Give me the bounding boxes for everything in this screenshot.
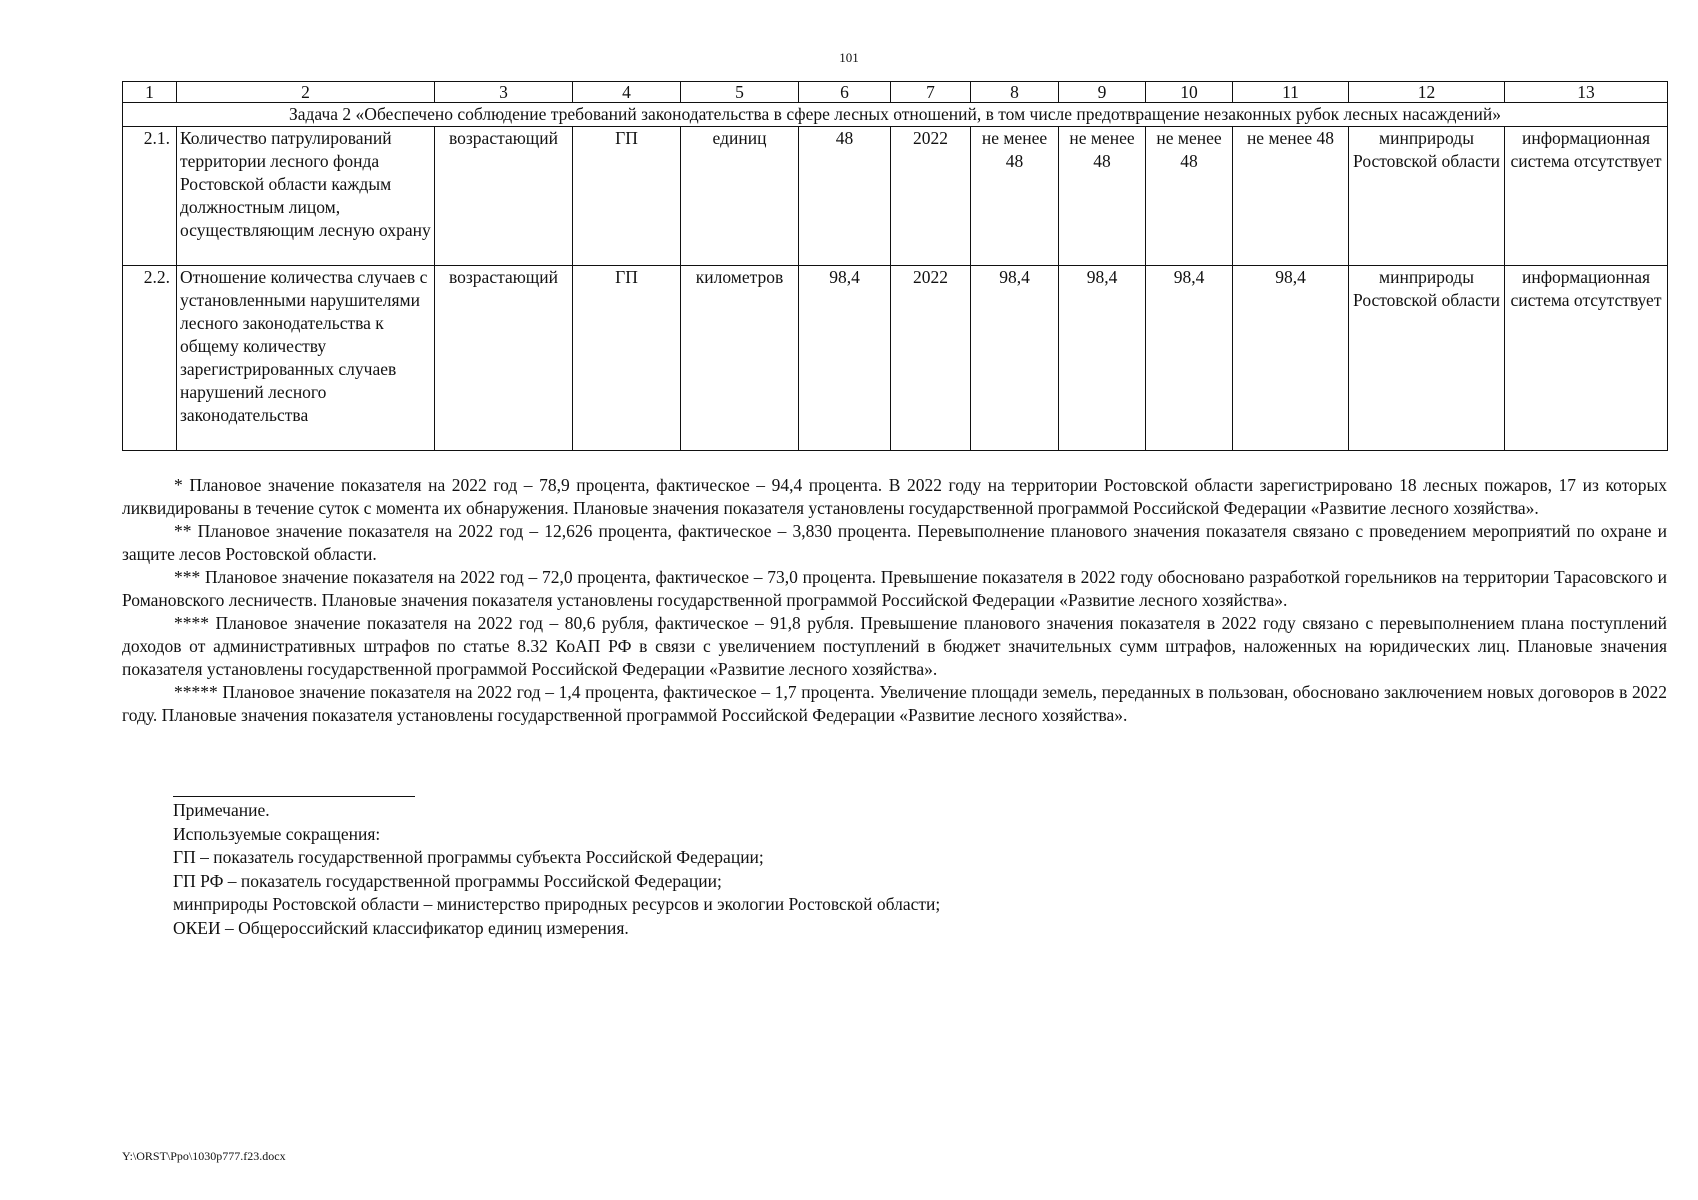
value-cell: 98,4 — [1059, 266, 1146, 451]
separator-line — [173, 796, 415, 797]
header-cell: 7 — [891, 82, 971, 103]
base-value-cell: 98,4 — [799, 266, 891, 451]
table-row — [123, 127, 1668, 266]
indicator-name: Отношение количества случаев с установленными нарушителями лесного законодательства к общему количеству зарегистрированных случаев нарушений лесного законодательства — [177, 266, 435, 451]
footnote: ***** Плановое значение показателя на 2022 год – 1,4 процента, фактическое – 1,7 процента. Увеличение площади земель, переданных в пользован, обосновано заключением новых договоров в 2022 году. Плановые значения показателя установлены государственной программой Российской Федерации «Развитие лесного хозяйства». — [122, 682, 1667, 725]
responsible-cell: минприроды Ростовской области — [1349, 266, 1505, 451]
level-cell: ГП — [573, 127, 681, 266]
footnote: * Плановое значение показателя на 2022 год – 78,9 процента, фактическое – 94,4 процента. В 2022 году на территории Ростовской области зарегистрировано 18 лесных пожаров, 17 из которых ликвидированы в течение суток с момента их обнаружения. Плановые значения показателя установлены государственной программой Российской Федерации «Развитие лесного хозяйства». — [122, 475, 1667, 518]
value-cell: 98,4 — [971, 266, 1059, 451]
remark-title: Примечание. — [173, 800, 270, 820]
responsible-cell: минприроды Ростовской области — [1349, 127, 1505, 266]
remark-line: Используемые сокращения: — [173, 823, 381, 844]
trend-cell: возрастающий — [435, 266, 573, 451]
base-value-cell: 48 — [799, 127, 891, 266]
trend-cell: возрастающий — [435, 127, 573, 266]
page-number: 101 — [839, 50, 859, 65]
header-cell: 13 — [1505, 82, 1668, 103]
task-row — [123, 103, 1668, 127]
header-cell: 12 — [1349, 82, 1505, 103]
row-number: 2.2. — [123, 266, 177, 451]
value-cell: не менее 48 — [1059, 127, 1146, 266]
value-cell: не менее 48 — [971, 127, 1059, 266]
table-row — [123, 266, 1668, 451]
footnote: **** Плановое значение показателя на 2022 год – 80,6 рубля, фактическое – 91,8 рубля. Превышение планового значения показателя в 2022 году связано с перевыполнением плана поступлений доходов от административных штрафов по статье 8.32 КоАП РФ в связи с увеличением поступлений в бюджет значительных сумм штрафов, наложенных на юридических лиц. Плановые значения показателя установлены государственной программой Российской Федерации «Развитие лесного хозяйства». — [122, 613, 1667, 679]
remark-line: ГП РФ – показатель государственной программы Российской Федерации; — [173, 870, 722, 891]
unit-cell: единиц — [681, 127, 799, 266]
header-cell: 4 — [573, 82, 681, 103]
header-cell: 5 — [681, 82, 799, 103]
remark-line: минприроды Ростовской области – министерство природных ресурсов и экологии Ростовской области; — [173, 894, 941, 914]
row-number: 2.1. — [123, 127, 177, 266]
indicator-name: Количество патрулирований территории лесного фонда Ростовской области каждым должностным лицом, осуществляющим лесную охрану — [177, 127, 435, 266]
value-cell: 98,4 — [1146, 266, 1233, 451]
year-cell: 2022 — [891, 266, 971, 451]
header-cell: 2 — [177, 82, 435, 103]
unit-cell: километров — [681, 266, 799, 451]
header-row — [123, 82, 1668, 103]
indicators-table — [122, 81, 1668, 451]
value-cell: не менее 48 — [1146, 127, 1233, 266]
info-system-cell: информационная система отсутствует — [1505, 127, 1668, 266]
header-cell: 9 — [1059, 82, 1146, 103]
header-cell: 1 — [123, 82, 177, 103]
value-cell: не менее 48 — [1233, 127, 1349, 266]
remark-line: ГП – показатель государственной программы субъекта Российской Федерации; — [173, 847, 764, 867]
value-cell: 98,4 — [1233, 266, 1349, 451]
footnote: *** Плановое значение показателя на 2022 год – 72,0 процента, фактическое – 73,0 процента. Превышение показателя в 2022 году обосновано разработкой горельников на территории Тарасовского и Романовского лесничеств. Плановые значения показателя установлены государственной программой Российской Федерации «Развитие лесного хозяйства». — [122, 567, 1667, 610]
header-cell: 3 — [435, 82, 573, 103]
footnotes — [122, 474, 1667, 727]
footnote: ** Плановое значение показателя на 2022 год – 12,626 процента, фактическое – 3,830 процента. Перевыполнение планового значения показателя связано с проведением мероприятий по охране и защите лесов Ростовской области. — [122, 521, 1667, 564]
file-path-footer: Y:\ORST\Ppo\1030p777.f23.docx — [122, 1149, 286, 1163]
header-cell: 10 — [1146, 82, 1233, 103]
header-cell: 6 — [799, 82, 891, 103]
task-title: Задача 2 «Обеспечено соблюдение требований законодательства в сфере лесных отношений, в том числе предотвращение незаконных рубок лесных насаждений» — [123, 103, 1668, 127]
header-cell: 8 — [971, 82, 1059, 103]
remark-line: ОКЕИ – Общероссийский классификатор единиц измерения. — [173, 917, 629, 938]
info-system-cell: информационная система отсутствует — [1505, 266, 1668, 451]
level-cell: ГП — [573, 266, 681, 451]
year-cell: 2022 — [891, 127, 971, 266]
header-cell: 11 — [1233, 82, 1349, 103]
remarks — [173, 799, 1573, 940]
